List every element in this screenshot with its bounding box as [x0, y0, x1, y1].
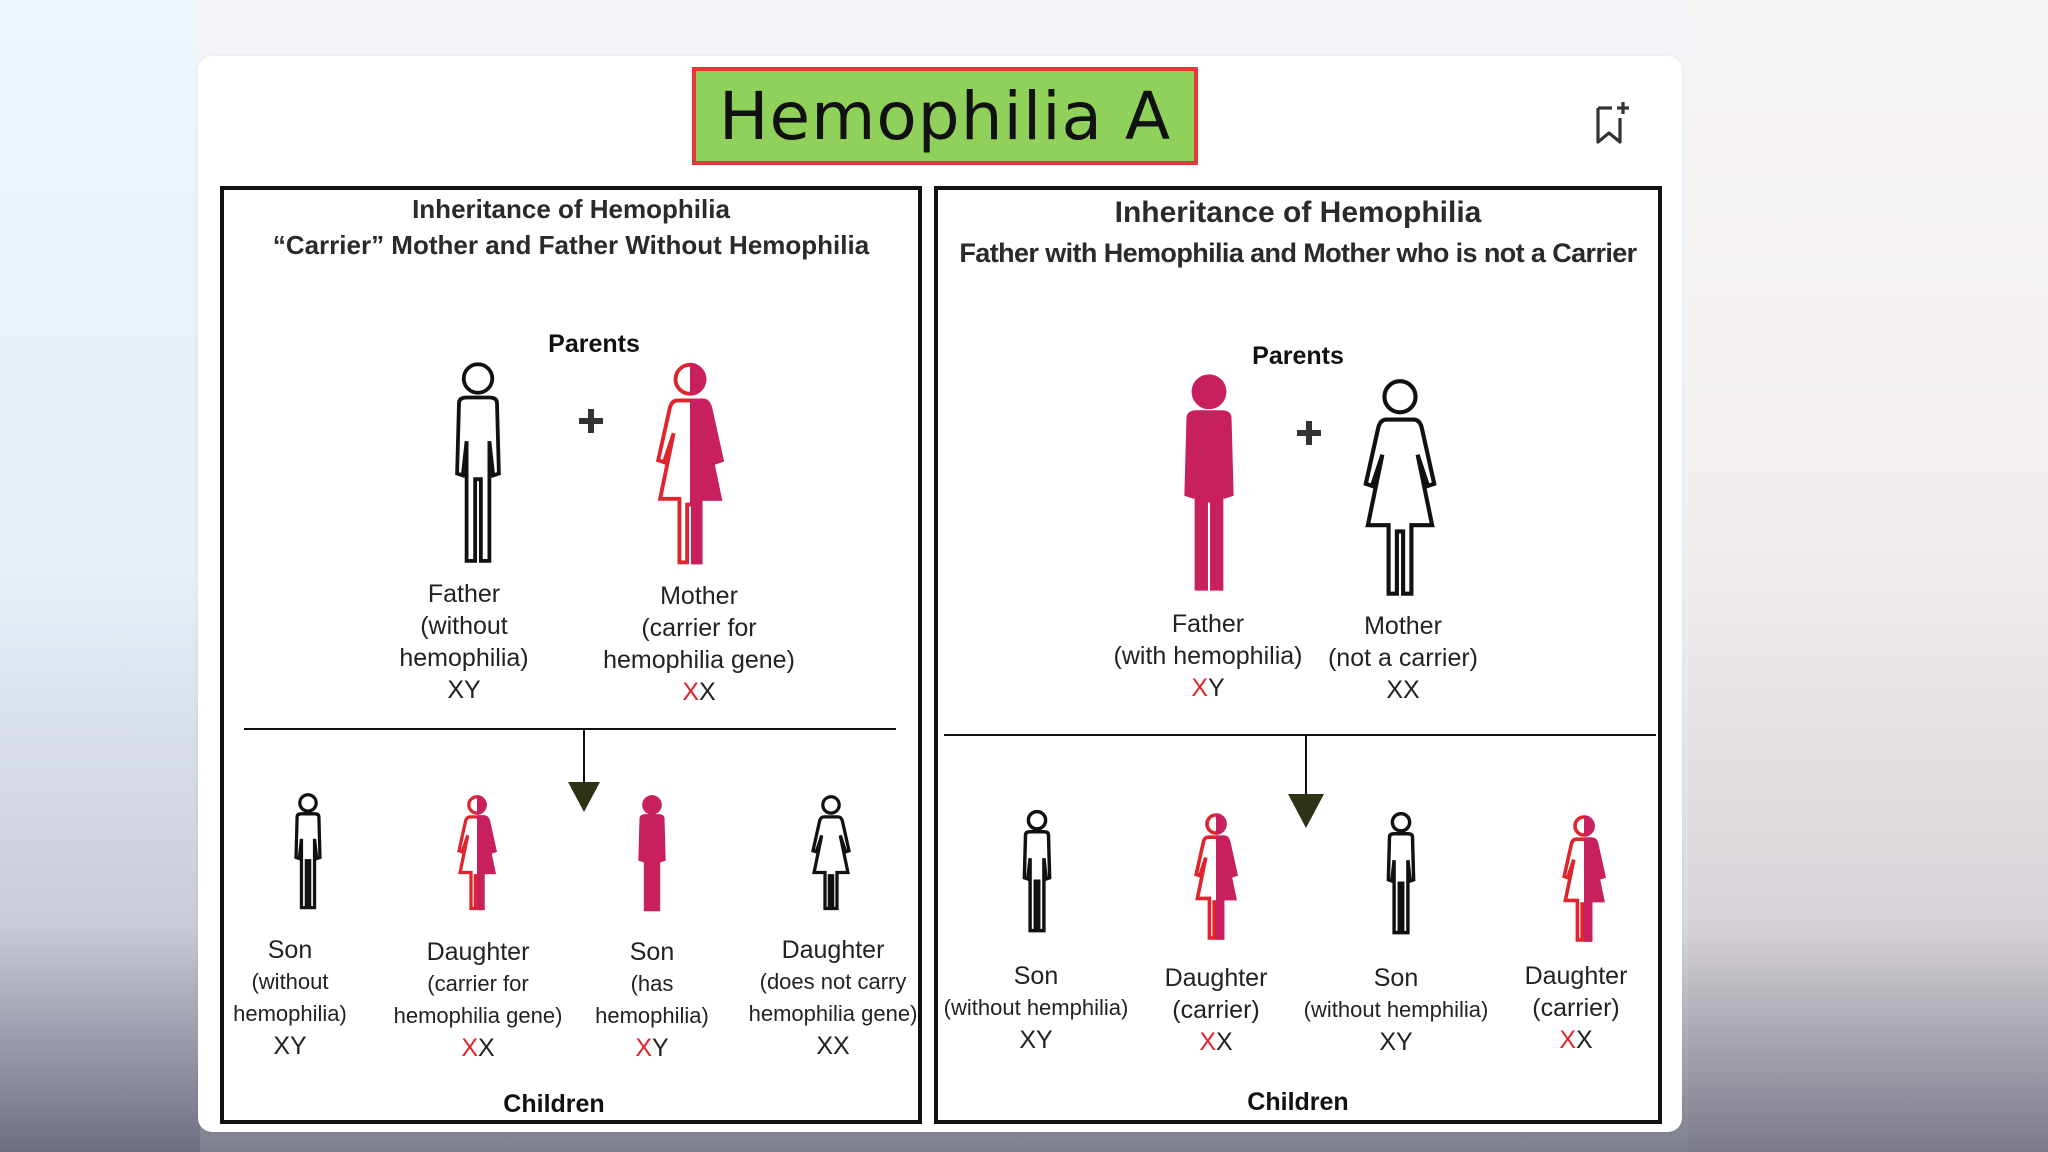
background-left — [0, 0, 200, 1152]
child-1-label: Son (without hemphilia) XY — [943, 962, 1129, 1054]
parents-label: Parents — [548, 330, 640, 358]
daughter-carrier-figure — [452, 794, 502, 914]
panel-right-title-1: Inheritance of Hemophilia — [1114, 196, 1482, 229]
page-title: Hemophilia A — [718, 77, 1172, 155]
mother-label: Mother (not a carrier) XX — [1298, 610, 1508, 706]
children-label: Children — [1247, 1088, 1349, 1116]
panel-affected-father — [934, 186, 1662, 1124]
mother-genotype: XX — [682, 678, 716, 706]
father-figure — [440, 358, 516, 570]
son-unaffected-figure — [286, 792, 330, 912]
mother-noncarrier-figure — [1352, 376, 1448, 604]
mother-label: Mother (carrier for hemophilia gene) XX — [564, 580, 834, 708]
mother-genotype: XX — [1386, 676, 1420, 704]
card-top-strip — [198, 18, 1698, 58]
daughter-noncarrier-figure — [806, 794, 856, 914]
child-4-label: Daughter (carrier) XX — [1524, 962, 1628, 1054]
child-1-label: Son (without hemophilia) XY — [233, 936, 347, 1060]
bookmark-add-icon[interactable] — [1592, 100, 1632, 146]
father-affected-figure — [1168, 368, 1250, 600]
son-unaffected-figure-2 — [1378, 808, 1424, 940]
plus-icon — [576, 406, 606, 436]
daughter-carrier-figure-2 — [1556, 814, 1612, 946]
father-label: Father (with hemophilia) XY — [1078, 608, 1338, 704]
child-2-label: Daughter (carrier for hemophilia gene) XX — [393, 938, 563, 1062]
children-label: Children — [503, 1090, 605, 1118]
arrow-down-icon — [564, 730, 604, 812]
panel-left-title-1: Inheritance of Hemophilia — [412, 194, 730, 224]
child-4-label: Daughter (does not carry hemophilia gene) XX — [748, 936, 918, 1060]
mother-carrier-figure — [644, 360, 736, 572]
child-3-label: Son (has hemophilia) XY — [595, 938, 709, 1062]
child-2-label: Daughter (carrier) XX — [1164, 964, 1268, 1056]
parents-label: Parents — [1252, 342, 1344, 370]
panel-left-title-2: “Carrier” Mother and Father Without Hemophilia — [272, 230, 870, 260]
son-unaffected-figure — [1014, 806, 1060, 938]
father-genotype: XY — [447, 676, 481, 704]
arrow-down-icon — [1286, 736, 1326, 828]
panel-carrier-mother — [220, 186, 922, 1124]
panel-right-title-2: Father with Hemophilia and Mother who is not a Carrier — [959, 238, 1637, 268]
plus-icon — [1294, 418, 1324, 448]
father-label: Father (without hemophilia) XY — [334, 578, 594, 706]
background-right — [1688, 0, 2048, 1152]
son-affected-figure — [630, 794, 674, 914]
daughter-carrier-figure — [1188, 812, 1244, 944]
title-banner — [692, 67, 1198, 165]
father-genotype: XY — [1191, 674, 1225, 702]
child-3-label: Son (without hemphilia) XY — [1303, 964, 1489, 1056]
